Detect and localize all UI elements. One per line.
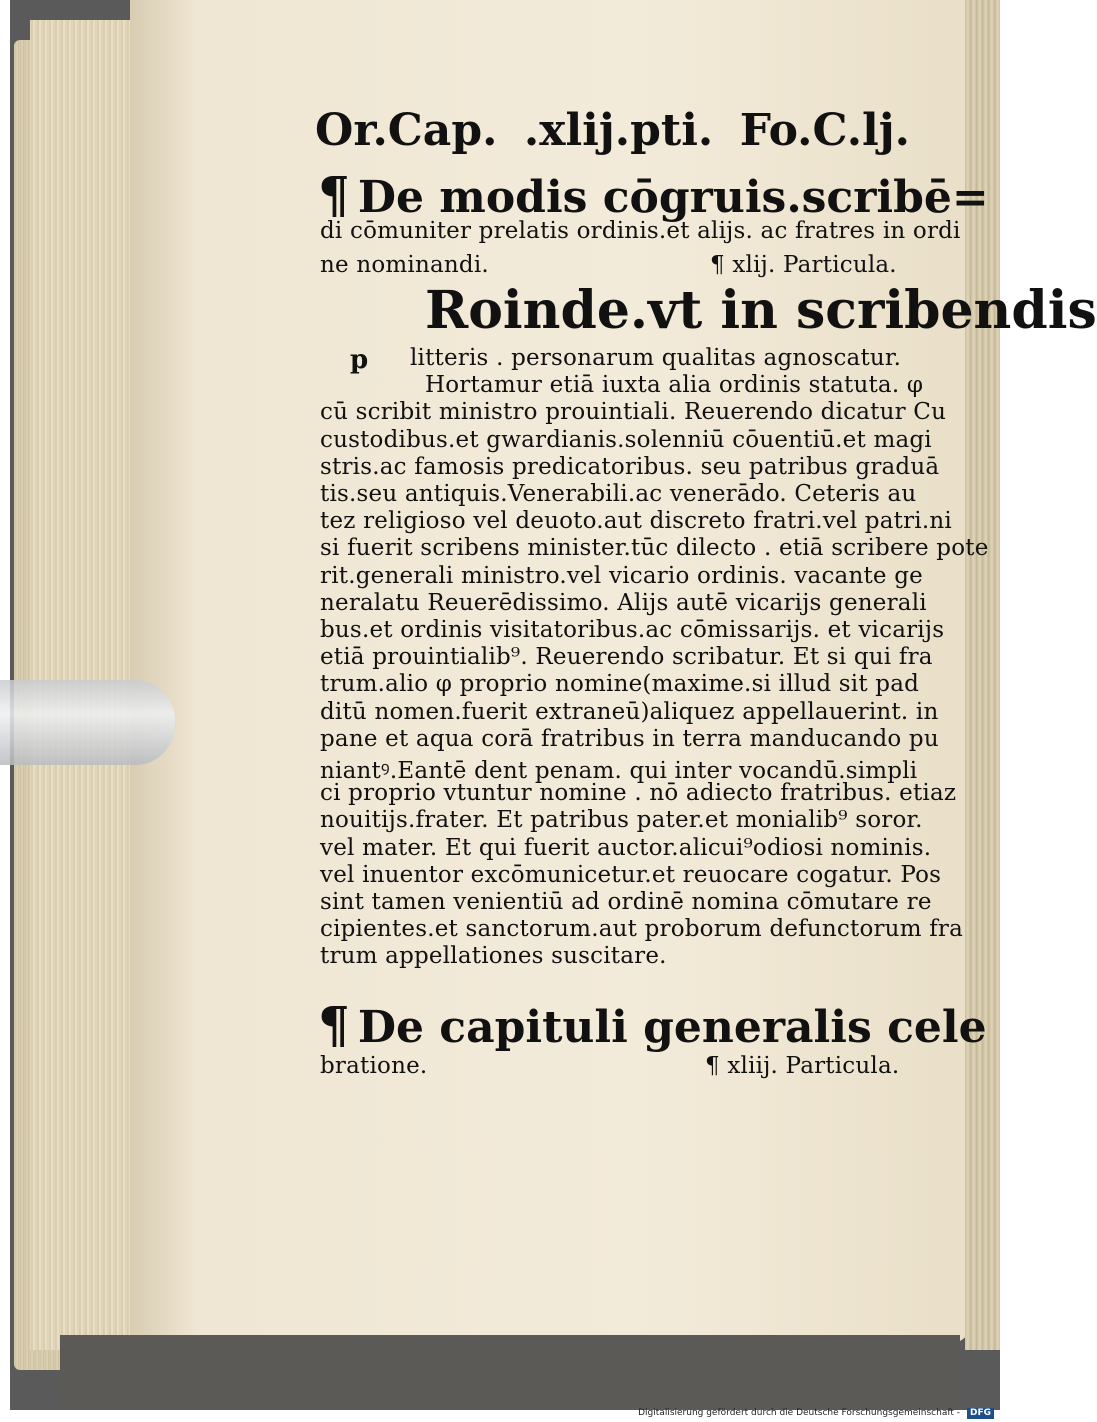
section2-title-line1: De capituli generalis cele — [357, 1002, 987, 1053]
section1-title-line3-left: ne nominandi. — [320, 252, 489, 278]
section2-title-line2-right: ¶ xliij. Particula. — [705, 1053, 900, 1079]
body-line: etiā prouintialib⁹. Reuerendo scribatur. Et si qui fra — [320, 644, 933, 671]
body-line: bus.et ordinis visitatoribus.ac cōmissarijs. et vicarijs — [320, 617, 945, 643]
pilcrow-icon-small: ¶ — [710, 252, 725, 278]
footer-credit: Digitalisierung gefördert durch die Deutsche Forschungsgemeinschaft - — [638, 1408, 960, 1418]
section1-title-line2: di cōmuniter prelatis ordinis.et alijs. ac fratres in ordi — [320, 218, 961, 244]
body-line: pane et aqua corā fratribus in terra manducando pu — [320, 725, 939, 752]
pilcrow-icon-small: ¶ — [705, 1053, 720, 1079]
section1-title-line3 — [320, 252, 910, 278]
section1-title-line3-right: ¶ xlij. Particula. — [710, 252, 897, 278]
body-line: trum appellationes suscitare. — [320, 943, 667, 970]
body-line: vel mater. Et qui fuerit auctor.alicui⁹odiosi nominis. — [320, 834, 932, 861]
body-line: niantꝰ.Eantē dent penam. qui inter vocandū.simpli — [320, 758, 918, 784]
body-line: ci proprio vtuntur nomine . nō adiecto fratribus. etiaz — [320, 780, 957, 807]
section2-title-line2 — [320, 1053, 910, 1079]
running-head-center: .xlij.pti. — [523, 104, 714, 156]
section1-title — [318, 165, 989, 224]
body-line: trum.alio φ proprio nomine(maxime.si illud sit pad — [320, 671, 920, 698]
pilcrow-icon: ¶ — [318, 995, 350, 1054]
body-line: litteris . personarum qualitas agnoscatur. — [410, 345, 902, 371]
running-head-right: Fo.C.lj. — [739, 104, 910, 156]
body-line: Hortamur etiā iuxta alia ordinis statuta. φ — [425, 372, 924, 399]
body-line: tez religioso vel deuoto.aut discreto fratri.vel patri.ni — [320, 508, 952, 535]
book-cover-bottom — [60, 1335, 960, 1410]
body-line: nouitijs.frater. Et patribus pater.et monialib⁹ soror. — [320, 807, 923, 834]
body-line: ditū nomen.fuerit extraneū)aliquez appellauerint. in — [320, 698, 939, 725]
dfg-logo: DFG — [967, 1408, 994, 1419]
body-line: cipientes.et sanctorum.aut proborum defunctorum fra — [320, 916, 964, 943]
section1-title-line1: De modis cōgruis.scribē= — [357, 172, 989, 223]
body-line: vel inuentor excōmunicetur.et reuocare cogatur. Pos — [320, 861, 942, 888]
body-line: tis.seu antiquis.Venerabili.ac venerādo. Ceteris au — [320, 481, 917, 507]
body-line: si fuerit scribens minister.tūc dilecto . etiā scribere pote — [320, 535, 989, 562]
body-line: cū scribit ministro prouintiali. Reuerendo dicatur Cu — [320, 399, 947, 426]
running-head-left: Or.Cap. — [315, 104, 498, 156]
page-clip-holder — [0, 680, 175, 765]
body-line: neralatu Reuerēdissimo. Alijs autē vicarijs generali — [320, 589, 927, 616]
initial-letter: p — [350, 345, 369, 375]
section2-title-line2-left: bratione. — [320, 1053, 428, 1079]
body-line: custodibus.et gwardianis.solenniū cōuentiū.et magi — [320, 426, 932, 453]
section2-title — [318, 995, 987, 1054]
body-line: stris.ac famosis predicatoribus. seu patribus graduā — [320, 453, 940, 480]
body-line: rit.generali ministro.vel vicario ordinis. vacante ge — [320, 562, 923, 589]
body-line: sint tamen venientiū ad ordinē nomina cōmutare re — [320, 889, 932, 915]
incipit: Roinde.vt in scribendis — [425, 280, 1097, 341]
pilcrow-icon: ¶ — [318, 165, 350, 224]
running-head — [315, 100, 910, 160]
